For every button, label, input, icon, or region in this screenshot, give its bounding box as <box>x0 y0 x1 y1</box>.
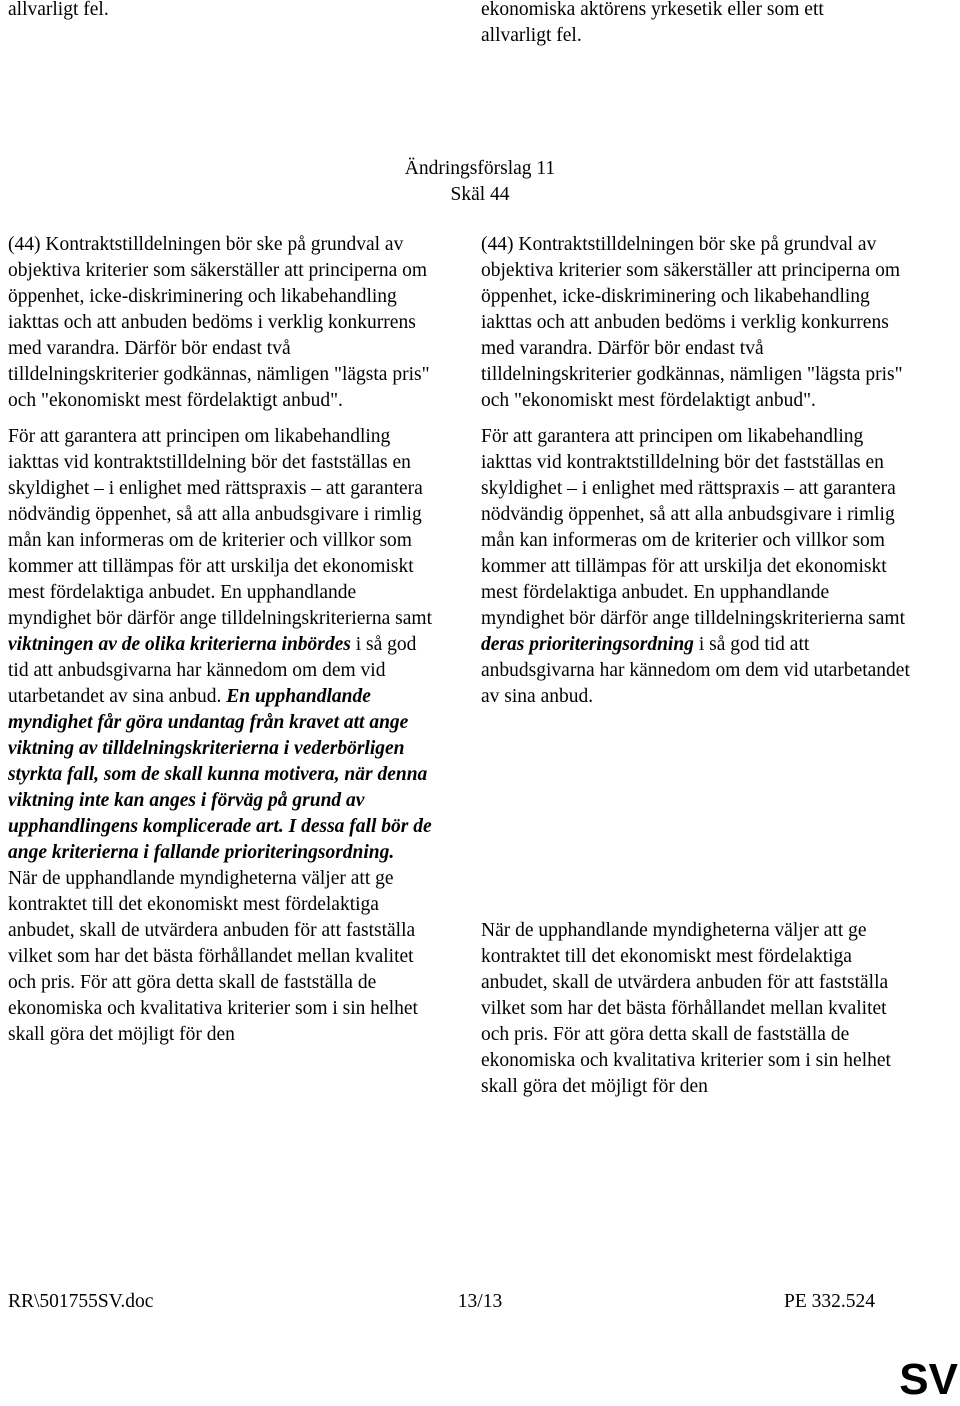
commission-text-column <box>8 232 438 1048</box>
left-p2-text-c: i så god tid att anbudsgivarna har kännedom om dem vid utarbetandet av sina anbud. <box>8 634 417 707</box>
continued-text-left: allvarligt fel. <box>8 0 109 20</box>
continued-text-right-2: allvarligt fel. <box>481 25 582 46</box>
left-paragraph-1: (44) Kontraktstilldelningen bör ske på grundval av objektiva kriterier som säkerställer att principerna om öppenhet, icke-diskriminering och likabehandling iakttas och att anbuden bedöms i verklig konkurrens med varandra. Därför bör endast två tilldelningskriterier godkännas, nämligen "lägsta pris" och "ekonomiskt mest fördelaktigt anbud". <box>8 234 430 411</box>
footer-pe-ref: PE 332.524 <box>783 1291 875 1312</box>
footer-page-number: 13/13 <box>457 1291 503 1312</box>
right-p2-text-a: För att garantera att principen om likabehandling iakttas vid kontraktstilldelning bör det fastställas en skyldighet – i enlighet med rättspraxis – att garantera nödvändig öppenhet, så att alla anbudsgivare i rimlig mån kan informeras om de kriterier och villkor som kommer att tillämpas för att urskilja det ekonomiskt mest fördelaktiga anbudet. En upphandlande myndighet bör därför ange tilldelningskriterierna samt <box>481 426 906 629</box>
left-paragraph-2 <box>8 424 438 866</box>
right-p2-text-c: i så god tid att anbudsgivarna har kännedom om dem vid utarbetandet av sina anbud. <box>481 634 910 707</box>
amendment-heading <box>0 156 960 208</box>
top-right-text <box>481 0 911 49</box>
right-paragraph-1: (44) Kontraktstilldelningen bör ske på grundval av objektiva kriterier som säkerställer att principerna om öppenhet, icke-diskriminering och likabehandling iakttas och att anbuden bedöms i verklig konkurrens med varandra. Därför bör endast två tilldelningskriterier godkännas, nämligen "lägsta pris" och "ekonomiskt mest fördelaktigt anbud". <box>481 234 903 411</box>
continued-text-right-1: ekonomiska aktörens yrkesetik eller som ett <box>481 0 824 20</box>
amendment-text-column <box>481 232 911 1100</box>
left-p2-amended-sentence: En upphandlande myndighet får göra undantag från kravet att ange viktning av tilldelningskriterierna i vederbörligen styrkta fall, som de skall kunna motivera, när denna viktning inte kan anges i förväg på grund av upphandlingens komplicerade art. I dessa fall bör de ange kriterierna i fallande prioriteringsordning. <box>8 686 432 863</box>
right-p2-amended-phrase: deras prioriteringsordning <box>481 634 694 655</box>
right-paragraph-3: När de upphandlande myndigheterna väljer att ge kontraktet till det ekonomiskt mest fördelaktiga anbudet, skall de utvärdera anbuden för att fastställa vilket som har det bästa förhållandet mellan kvalitet och pris. För att göra detta skall de fastställa de ekonomiska och kvalitativa kriterier som i sin helhet skall göra det möjligt för den <box>481 920 891 1097</box>
right-paragraph-2 <box>481 424 911 710</box>
language-badge: SV <box>899 1355 958 1404</box>
footer-doc-ref: RR\501755SV.doc <box>8 1291 154 1312</box>
amendment-title: Ändringsförslag 11 <box>404 158 556 179</box>
left-paragraph-3: När de upphandlande myndigheterna väljer att ge kontraktet till det ekonomiskt mest fördelaktiga anbudet, skall de utvärdera anbuden för att fastställa vilket som har det bästa förhållandet mellan kvalitet och pris. För att göra detta skall de fastställa de ekonomiska och kvalitativa kriterier som i sin helhet skall göra det möjligt för den <box>8 868 418 1045</box>
left-p2-amended-phrase: viktningen av de olika kriterierna inbördes <box>8 634 351 655</box>
amendment-subtitle: Skäl 44 <box>450 184 510 205</box>
top-left-text <box>8 0 438 23</box>
left-p2-text-a: För att garantera att principen om likabehandling iakttas vid kontraktstilldelning bör det fastställas en skyldighet – i enlighet med rättspraxis – att garantera nödvändig öppenhet, så att alla anbudsgivare i rimlig mån kan informeras om de kriterier och villkor som kommer att tillämpas för att urskilja det ekonomiskt mest fördelaktiga anbudet. En upphandlande myndighet bör därför ange tilldelningskriterierna samt <box>8 426 433 629</box>
